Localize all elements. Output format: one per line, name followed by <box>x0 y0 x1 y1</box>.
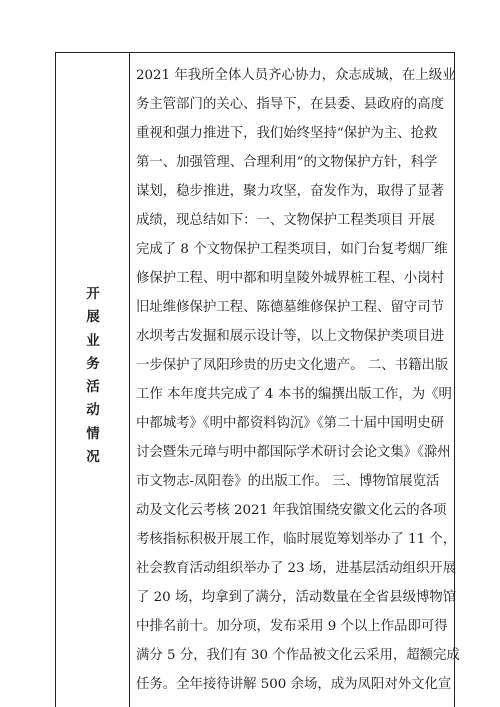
content-line: 动及文化云考核 2021 年我馆围绕安徽文化云的各项 <box>136 503 447 518</box>
content-line: 完成了 8 个文物保护工程类项目，如门台复考烟厂维 <box>136 242 448 257</box>
content-line: 满分 5 分，我们有 30 个作品被文化云采用，超额完成 <box>136 648 460 663</box>
section-label-char: 业 <box>86 332 100 349</box>
content-line: 工作 本年度共完成了 4 本书的编撰出版工作，为《明 <box>136 387 452 402</box>
content-line: 中都城考》《明中都资料钩沉》《第二十届中国明史研 <box>136 416 444 431</box>
content-line: 重视和强力推进下，我们始终坚持“保护为主、抢救 <box>136 126 438 141</box>
content-line: 修保护工程、明中都和明皇陵外城界桩工程、小岗村 <box>136 271 444 286</box>
report-table <box>55 52 460 707</box>
section-label-char: 情 <box>86 425 100 442</box>
section-label-char: 务 <box>86 355 100 372</box>
content-line: 水坝考古发掘和展示设计等，以上文物保护类项目进 <box>136 329 444 344</box>
content-line: 讨会暨朱元璋与明中都国际学术研讨会论文集》《滁州 <box>136 445 451 460</box>
content-line: 谋划，稳步推进，聚力攻坚，奋发作为，取得了显著 <box>136 184 444 199</box>
content-line: 旧址维修保护工程、陈德墓维修保护工程、留守司节 <box>136 300 444 315</box>
content-line: 社会教育活动组织举办了 23 场，进基层活动组织开展 <box>136 561 457 576</box>
content-line: 了 20 场，均拿到了满分，活动数量在全省县级博物馆 <box>136 590 457 605</box>
content-line: 市文物志-凤阳卷》的出版工作。 三、博物馆展览活 <box>136 474 440 489</box>
content-line: 任务。全年接待讲解 500 余场，成为凤阳对外文化宣 <box>136 677 452 692</box>
section-label-cell <box>56 53 130 707</box>
content-line: 第一、加强管理、合理利用”的文物保护方针，科学 <box>136 155 438 170</box>
content-line: 成绩，现总结如下：一、文物保护工程类项目 开展 <box>136 213 435 228</box>
content-line: 2021 年我所全体人员齐心协力，众志成城，在上级业 <box>136 68 456 83</box>
content-line: 中排名前十。加分项，发布采用 9 个以上作品即可得 <box>136 619 448 634</box>
section-label-char: 展 <box>86 309 100 326</box>
section-label-char: 况 <box>86 449 100 466</box>
content-line: 务主管部门的关心、指导下，在县委、县政府的高度 <box>136 97 444 112</box>
content-line: 一步保护了凤阳珍贵的历史文化遗产。 二、书籍出版 <box>136 358 449 373</box>
section-label-char: 开 <box>86 286 100 302</box>
section-label <box>56 283 130 469</box>
section-label-char: 动 <box>86 402 100 419</box>
content-cell <box>130 53 460 707</box>
content-line: 考核指标积极开展工作，临时展览筹划举办了 11 个， <box>136 532 457 547</box>
section-label-char: 活 <box>86 379 100 396</box>
